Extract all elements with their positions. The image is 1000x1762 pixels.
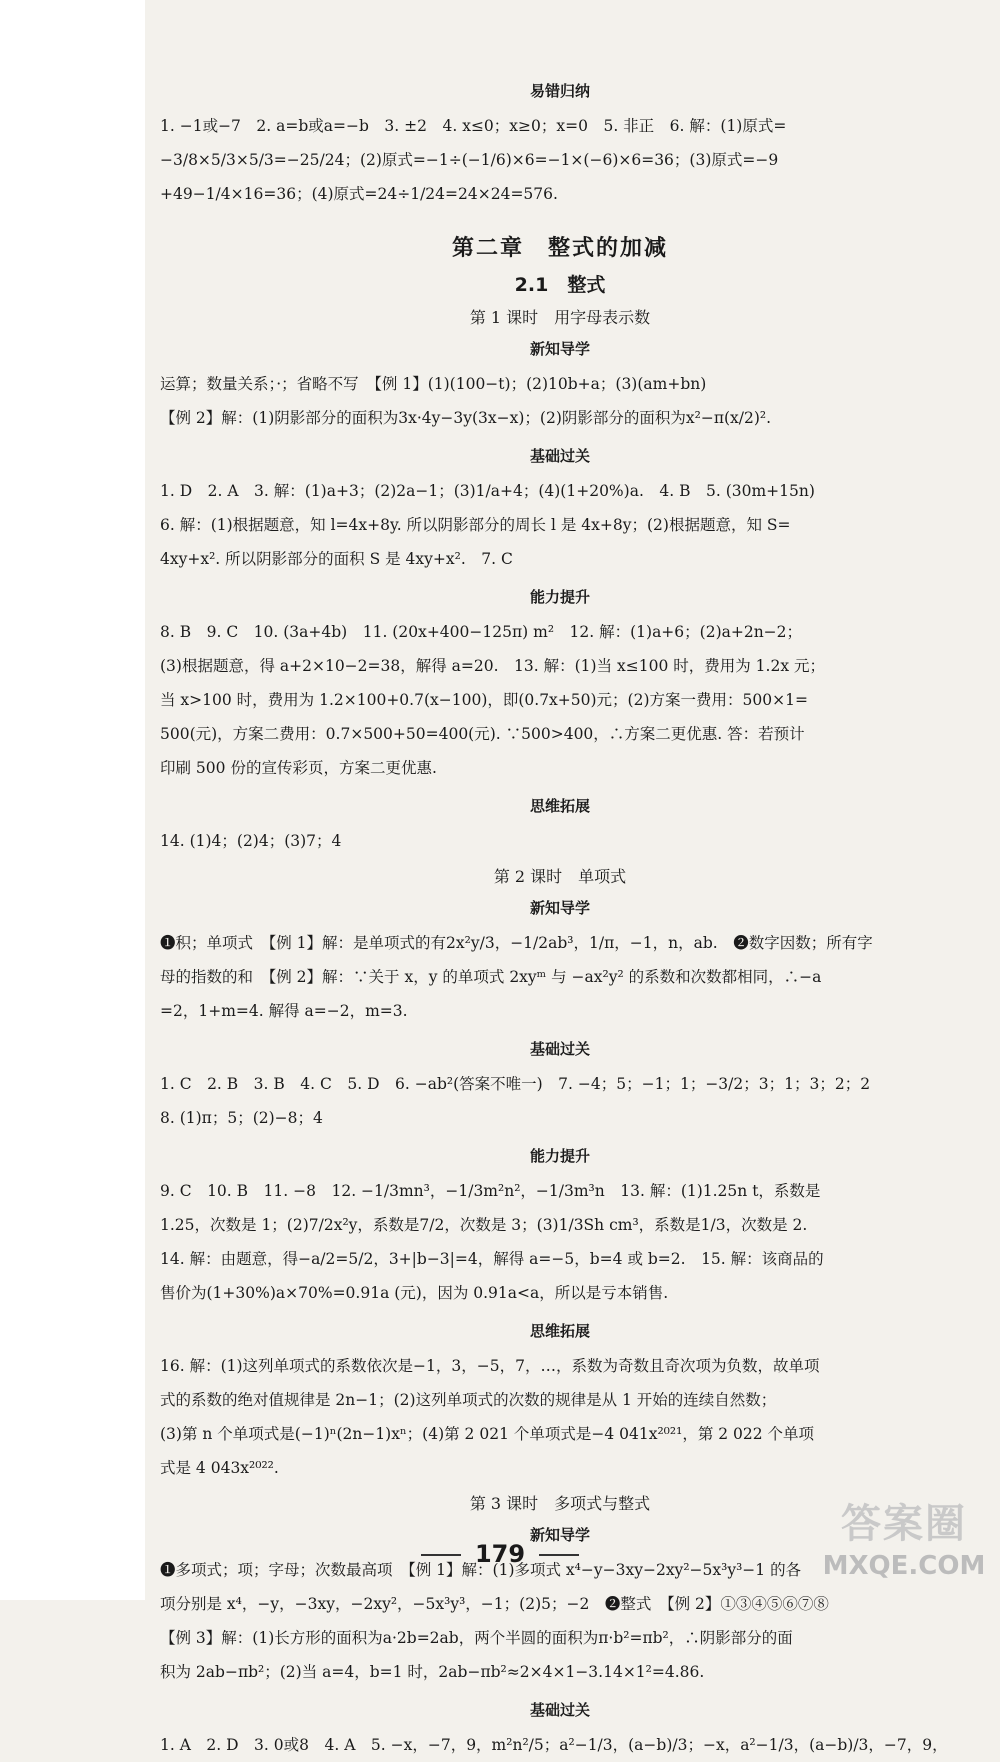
heading-ability: 能力提升: [529, 1147, 590, 1165]
page-number-dash-left: [421, 1554, 461, 1556]
text-line: 14. (1)4；(2)4；(3)7；4: [160, 832, 342, 850]
text-line: 当 x>100 时，费用为 1.2×100+0.7(x−100)，即(0.7x+50)元；(2)方案一费用：500×1=: [160, 691, 808, 709]
heading-new-knowledge: 新知导学: [529, 899, 590, 917]
text-line: 1. −1或−7 2. a=b或a=−b 3. ±2 4. x≤0；x≥0；x=0 5. 非正 6. 解：(1)原式=: [160, 117, 787, 135]
heading-new-knowledge: 新知导学: [529, 340, 590, 358]
text-line: 项分别是 x⁴，−y，−3xy，−2xy²，−5x³y³，−1；(2)5；−2 ❷整式 【例 2】①③④⑤⑥⑦⑧: [160, 1595, 829, 1613]
text-line: −3/8×5/3×5/3=−25/24；(2)原式=−1÷(−1/6)×6=−1×(−6)×6=36；(3)原式=−9: [160, 151, 779, 169]
watermark-cn: 答案圈: [841, 1501, 967, 1547]
heading-thinking: 思维拓展: [529, 797, 590, 815]
text-line: 4xy+x². 所以阴影部分的面积 S 是 4xy+x². 7. C: [160, 550, 513, 568]
text-line: (3)第 n 个单项式是(−1)ⁿ(2n−1)xⁿ；(4)第 2 021 个单项式是−4 041x²⁰²¹，第 2 022 个单项: [160, 1425, 815, 1443]
text-line: 1.25，次数是 1；(2)7/2x²y，系数是7/2，次数是 3；(3)1/3Sh cm³，系数是1/3，次数是 2.: [160, 1216, 808, 1234]
text-line: 【例 2】解：(1)阴影部分的面积为3x·4y−3y(3x−x)；(2)阴影部分的面积为x²−π(x/2)².: [160, 409, 772, 427]
heading-basic: 基础过关: [529, 1040, 590, 1058]
text-line: (3)根据题意，得 a+2×10−2=38，解得 a=20. 13. 解：(1)当 x≤100 时，费用为 1.2x 元；: [160, 657, 825, 675]
lesson-title-1: 第 1 课时 用字母表示数: [469, 308, 651, 327]
text-line: 9. C 10. B 11. −8 12. −1/3mn³，−1/3m²n²，−1/3m³n 13. 解：(1)1.25n t，系数是: [160, 1182, 821, 1200]
chapter-title: 第二章 整式的加减: [451, 236, 668, 261]
watermark-logo: [814, 1500, 994, 1596]
section-title: 2.1 整式: [514, 274, 606, 296]
text-line: 1. C 2. B 3. B 4. C 5. D 6. −ab²(答案不唯一) 7. −4；5；−1；1；−3/2；3；1；3；2；2: [160, 1075, 871, 1093]
text-line: 8. (1)π；5；(2)−8；4: [160, 1109, 323, 1127]
text-line: 售价为(1+30%)a×70%=0.91a (元)，因为 0.91a<a，所以是亏本销售.: [160, 1284, 669, 1302]
heading-thinking: 思维拓展: [529, 1322, 590, 1340]
text-line: 式是 4 043x²⁰²².: [160, 1459, 279, 1477]
text-line: 8. B 9. C 10. (3a+4b) 11. (20x+400−125π) m² 12. 解：(1)a+6；(2)a+2n−2；: [160, 623, 803, 641]
text-line: 6. 解：(1)根据题意，知 l=4x+8y. 所以阴影部分的周长 l 是 4x+8y；(2)根据题意，知 S=: [160, 516, 791, 534]
page-number-text: 179: [474, 1540, 526, 1568]
text-line: 母的指数的和 【例 2】解：∵关于 x，y 的单项式 2xyᵐ 与 −ax²y² 的系数和次数都相同，∴−a: [160, 968, 822, 986]
heading-ability: 能力提升: [529, 588, 590, 606]
text-line: 14. 解：由题意，得−a/2=5/2，3+|b−3|=4，解得 a=−5，b=4 或 b=2. 15. 解：该商品的: [160, 1250, 824, 1268]
text-line: ❶多项式；项；字母；次数最高项 【例 1】解：(1)多项式 x⁴−y−3xy−2xy²−5x³y³−1 的各: [160, 1561, 802, 1579]
heading-basic: 基础过关: [529, 1701, 590, 1719]
lesson-title-2: 第 2 课时 单项式: [493, 867, 627, 886]
heading-basic: 基础过关: [529, 447, 590, 465]
text-line: +49−1/4×16=36；(4)原式=24÷1/24=24×24=576.: [160, 185, 558, 203]
text-line: 500(元)，方案二费用：0.7×500+50=400(元). ∵500>400，∴方案二更优惠. 答：若预计: [160, 725, 805, 743]
left-margin-strip: [0, 0, 145, 1600]
lesson-title-3: 第 3 课时 多项式与整式: [469, 1494, 651, 1513]
text-line: 印刷 500 份的宣传彩页，方案二更优惠.: [160, 759, 437, 777]
heading-new-knowledge: 新知导学: [529, 1526, 590, 1544]
text-line: 【例 3】解：(1)长方形的面积为a·2b=2ab，两个半圆的面积为π·b²=πb²，∴阴影部分的面: [160, 1629, 793, 1647]
text-line: 1. A 2. D 3. 0或8 4. A 5. −x，−7，9，m²n²/5；a²−1/3，(a−b)/3；−x，a²−1/3，(a−b)/3，−7，9，: [160, 1736, 948, 1754]
text-line: 1. D 2. A 3. 解：(1)a+3；(2)2a−1；(3)1/a+4；(4)(1+20%)a. 4. B 5. (30m+15n): [160, 482, 815, 500]
page-number-dash-right: [539, 1554, 579, 1556]
text-line: 式的系数的绝对值规律是 2n−1；(2)这列单项式的次数的规律是从 1 开始的连续自然数；: [160, 1391, 777, 1409]
text-line: 16. 解：(1)这列单项式的系数依次是−1，3，−5，7，…，系数为奇数且奇次项为负数，故单项: [160, 1357, 820, 1375]
heading-error-summary: 易错归纳: [529, 82, 590, 100]
text-line: =2，1+m=4. 解得 a=−2，m=3.: [160, 1002, 408, 1020]
text-line: 运算；数量关系；·；省略不写 【例 1】(1)(100−t)；(2)10b+a；(3)(am+bn): [160, 375, 707, 393]
text-line: ❶积；单项式 【例 1】解：是单项式的有2x²y/3，−1/2ab³，1/π，−1，n，ab. ❷数字因数；所有字: [160, 934, 873, 952]
watermark-en: MXQE.COM: [822, 1551, 986, 1581]
text-line: 积为 2ab−πb²；(2)当 a=4，b=1 时，2ab−πb²≈2×4×1−3.14×1²=4.86.: [160, 1663, 705, 1681]
